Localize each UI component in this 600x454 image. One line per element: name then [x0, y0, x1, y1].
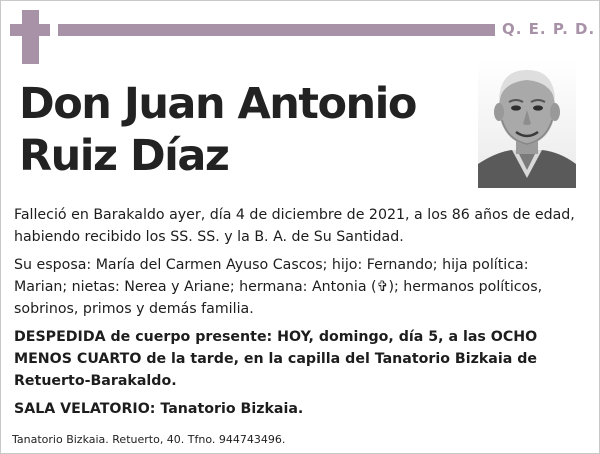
death-notice-paragraph: Falleció en Barakaldo ayer, día 4 de diciembre de 2021, a los 86 años de edad, habiendo recibido los SS. SS. y la B. A. de Su Santidad.	[14, 207, 575, 245]
name-line-1: Don Juan Antonio	[19, 79, 416, 129]
farewell-paragraph: DESPEDIDA de cuerpo presente: HOY, domingo, día 5, a las OCHO MENOS CUARTO de la tarde, en la capilla del Tanatorio Bizkaia de Retuerto-Barakaldo.	[14, 329, 538, 389]
obituary-body	[14, 204, 584, 426]
name-line-2: Ruiz Díaz	[19, 131, 229, 181]
family-paragraph: Su esposa: María del Carmen Ayuso Cascos; hijo: Fernando; hija política: Marian; nietas: Nerea y Ariane; hermana: Antonia (✞); hermanos políticos, sobrinos, primos y demás familia.	[14, 257, 543, 317]
footer-contact: Tanatorio Bizkaia. Retuerto, 40. Tfno. 944743496.	[12, 433, 286, 446]
wake-room-paragraph: SALA VELATORIO: Tanatorio Bizkaia.	[14, 401, 304, 417]
header-bar	[58, 24, 495, 36]
portrait-photo	[478, 60, 576, 188]
qepd-label: Q. E. P. D.	[502, 20, 596, 38]
deceased-name	[19, 78, 416, 182]
